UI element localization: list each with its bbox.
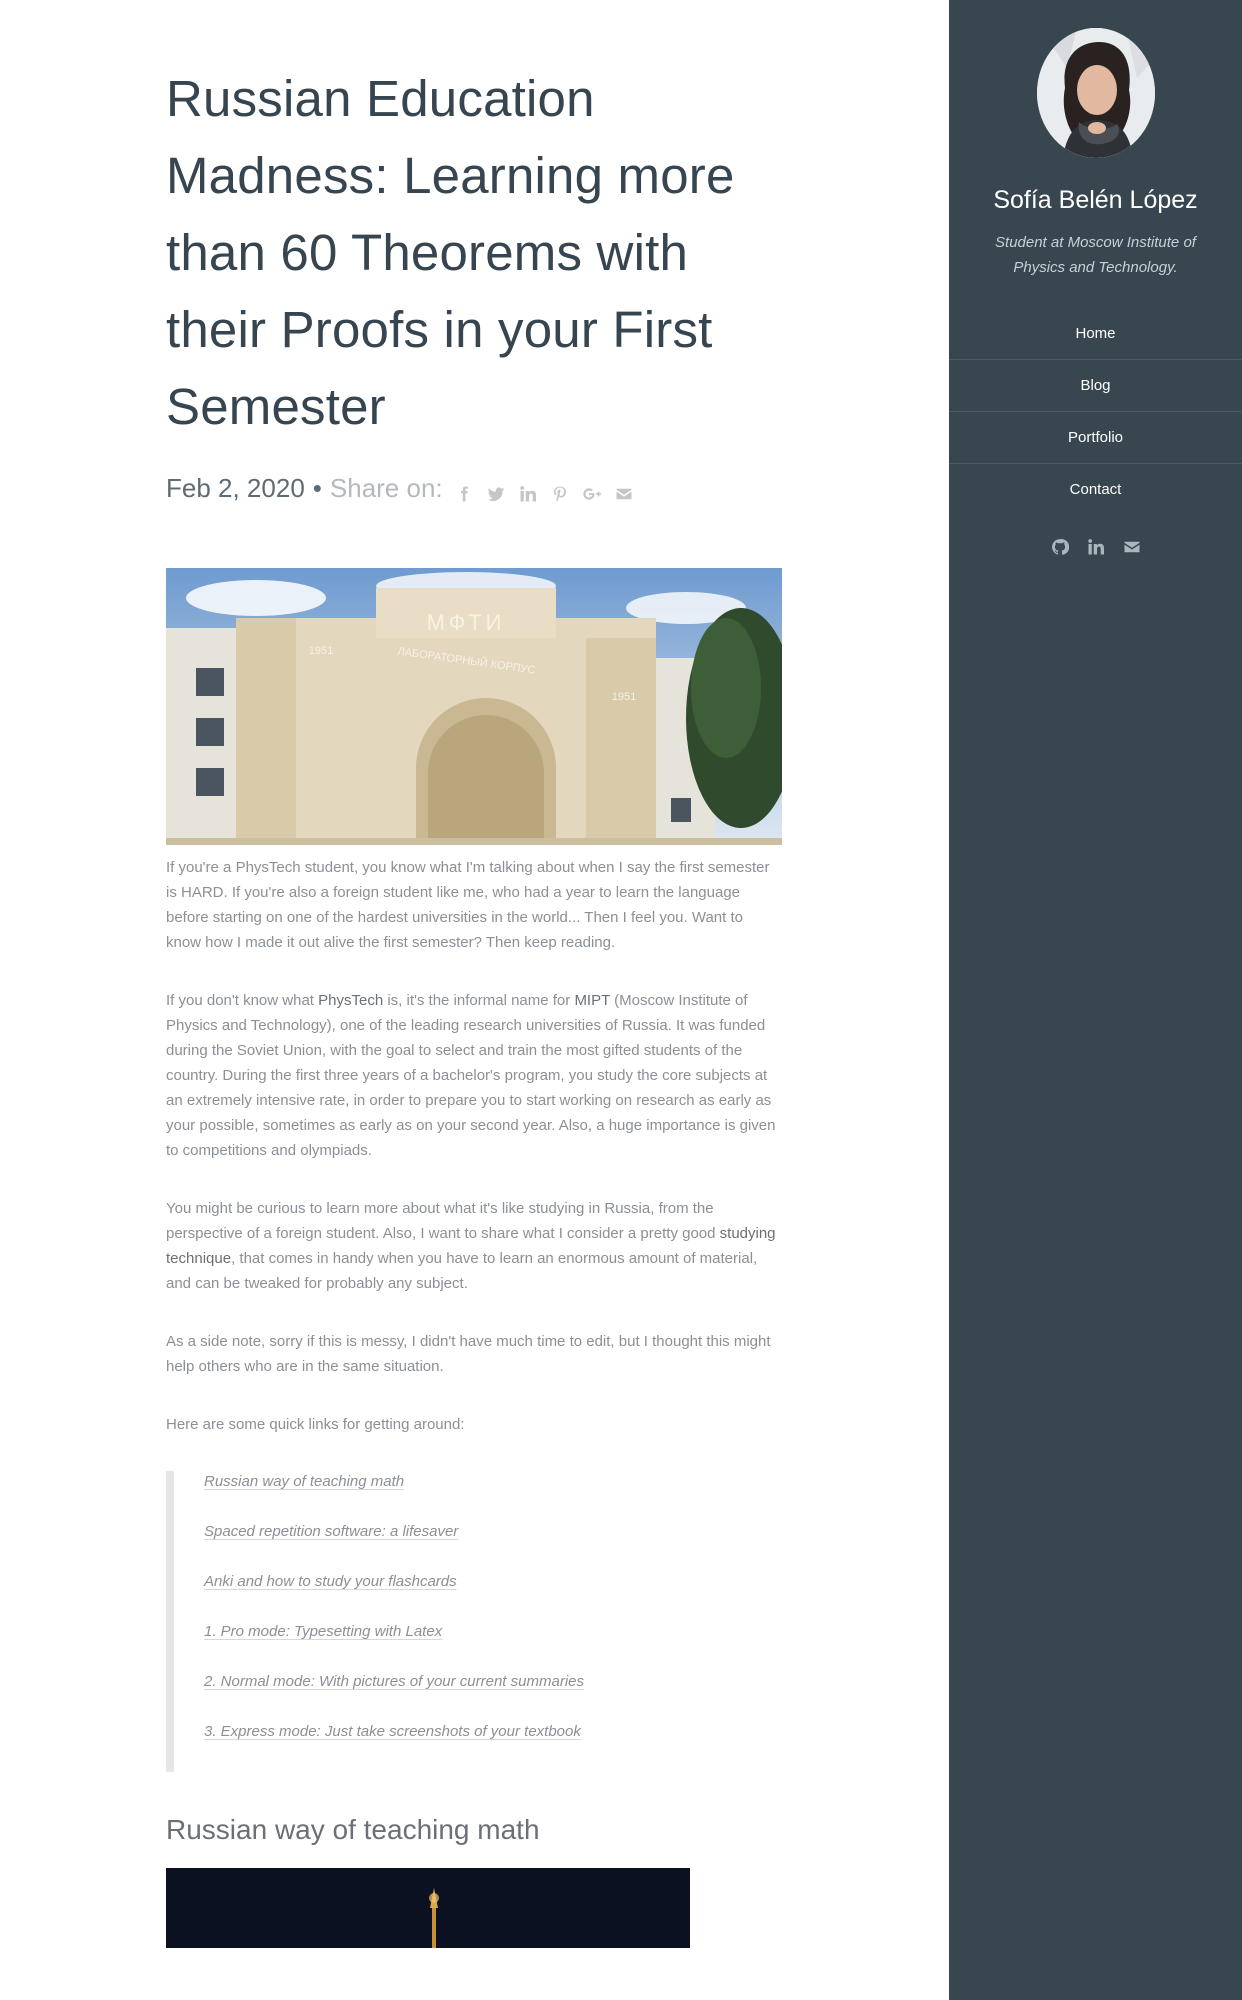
envelope-icon[interactable] <box>1123 538 1141 556</box>
text-span: is, it's the informal name for <box>383 992 575 1009</box>
sidebar-nav <box>949 308 1242 516</box>
twitter-icon[interactable] <box>487 485 505 503</box>
night-tower-illustration <box>166 1868 690 1948</box>
quick-link[interactable]: 2. Normal mode: With pictures of your current summaries <box>204 1673 584 1690</box>
nav-contact[interactable]: Contact <box>1069 481 1122 498</box>
social-links <box>949 538 1242 556</box>
pinterest-icon[interactable] <box>551 485 569 503</box>
post <box>166 60 782 1948</box>
paragraph-intro: If you're a PhysTech student, you know what I'm talking about when I say the first semester is HARD. If you're also a foreign student like me, who had a year to learn the language before starting on one of the hardest universities in the world... Then I feel you. Want to know how I made it out alive the first semester? Then keep reading. <box>166 859 770 951</box>
paragraph-quick-links-intro: Here are some quick links for getting around: <box>166 1416 465 1433</box>
nav-blog[interactable]: Blog <box>949 360 1242 412</box>
facebook-icon[interactable] <box>455 485 473 503</box>
quick-links-blockquote <box>166 1471 782 1772</box>
paragraph-phystech <box>166 988 782 1163</box>
linkedin-icon[interactable] <box>519 485 537 503</box>
quick-link[interactable]: 3. Express mode: Just take screenshots of your textbook <box>204 1723 581 1740</box>
google-plus-icon[interactable] <box>583 485 601 503</box>
share-icons <box>455 485 633 503</box>
author-tagline: Student at Moscow Institute of Physics and Technology. <box>995 234 1196 276</box>
quick-link[interactable]: Anki and how to study your flashcards <box>204 1573 457 1590</box>
quick-link[interactable]: Spaced repetition software: a lifesaver <box>204 1523 459 1540</box>
building-subtitle: ЛАБОРАТОРНЫЙ КОРПУС <box>396 645 537 677</box>
mipt-term: MIPT <box>574 992 610 1009</box>
hero-image <box>166 568 782 845</box>
share-label: Share on: <box>329 473 443 503</box>
avatar <box>1037 28 1155 158</box>
text-span: If you don't know what <box>166 992 319 1009</box>
post-date: Feb 2, 2020 <box>166 473 305 503</box>
building-title: МФТИ <box>426 610 506 635</box>
avatar-portrait <box>1037 28 1155 158</box>
text-span: , that comes in handy when you have to learn an enormous amount of material, and can be tweaked for probably any subject. <box>166 1250 758 1292</box>
paragraph-side-note: As a side note, sorry if this is messy, I didn't have much time to edit, but I thought this might help others who are in the same situation. <box>166 1333 771 1375</box>
nav-home[interactable]: Home <box>949 308 1242 360</box>
year-right: 1951 <box>611 691 637 703</box>
paragraph-curious <box>166 1196 782 1296</box>
linkedin-icon[interactable] <box>1087 538 1105 556</box>
phystech-term: PhysTech <box>318 992 384 1009</box>
text-span: You might be curious to learn more about what it's like studying in Russia, from the perspective of a foreign student. Also, I want to share what I consider a pretty good <box>166 1200 720 1242</box>
author-name: Sofía Belén López <box>993 186 1198 214</box>
quick-link[interactable]: Russian way of teaching math <box>204 1473 405 1490</box>
meta-separator: • <box>312 473 322 503</box>
nav-portfolio[interactable]: Portfolio <box>949 412 1242 464</box>
quick-link[interactable]: 1. Pro mode: Typesetting with Latex <box>204 1623 443 1640</box>
studying-technique-link[interactable]: studying technique <box>166 1225 776 1267</box>
sidebar <box>949 0 1242 2000</box>
text-span: (Moscow Institute of Physics and Technology), one of the leading research universities of Russia. It was funded during the Soviet Union, with the goal to select and train the most gifted students of the country. During the first three years of a bachelor's program, you study the core subjects at an extremely intensive rate, in order to prepare you to start working on research as early as your possible, sometimes as early as on your second year. Also, a huge importance is given to competitions and olympiads. <box>166 992 776 1159</box>
page-title: Russian Education Madness: Learning more than 60 Theorems with their Proofs in your First Semester <box>166 70 735 435</box>
envelope-icon[interactable] <box>615 485 633 503</box>
mipt-building-illustration <box>166 568 782 845</box>
github-icon[interactable] <box>1051 538 1069 556</box>
year-left: 1951 <box>308 645 334 657</box>
night-tower-image <box>166 1868 690 1948</box>
section-heading: Russian way of teaching math <box>166 1814 540 1845</box>
post-meta <box>166 473 782 504</box>
